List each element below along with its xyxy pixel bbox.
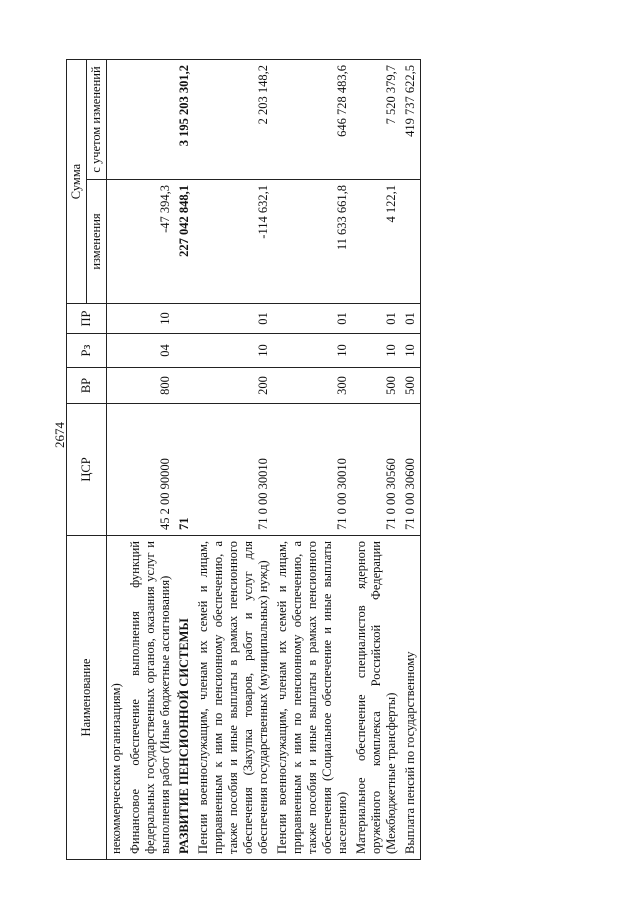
cell-changes: 227 042 848,1 [175,180,194,304]
cell-total: 2 203 148,2 [194,60,273,180]
cell-changes: -47 394,3 [126,180,175,304]
cell-rz: 10 [352,334,401,368]
cell-changes: 4 122,1 [352,180,401,304]
header-pr: ПР [67,304,107,334]
cell-pr [107,304,127,334]
cell-vr [107,368,127,404]
cell-rz: 04 [126,334,175,368]
header-changes: изменения [87,180,107,304]
table-row [194,60,273,860]
table-row [126,60,175,860]
cell-vr: 500 [401,368,421,404]
cell-pr [175,304,194,334]
cell-pr: 10 [126,304,175,334]
cell-csr: 71 0 00 30560 [352,404,401,536]
cell-changes: 11 633 661,8 [273,180,352,304]
cell-rz [107,334,127,368]
table-row [401,60,421,860]
cell-pr: 01 [194,304,273,334]
cell-pr: 01 [273,304,352,334]
rotated-page [66,60,626,860]
cell-csr: 71 [175,404,194,536]
cell-csr: 71 0 00 30010 [273,404,352,536]
cell-total [126,60,175,180]
cell-vr: 500 [352,368,401,404]
cell-pr: 01 [352,304,401,334]
header-csr: ЦСР [67,404,107,536]
cell-changes [401,180,421,304]
cell-total: 419 737 622,5 [401,60,421,180]
cell-total: 646 728 483,6 [273,60,352,180]
table-header [67,60,107,860]
table-row [107,60,127,860]
cell-csr [107,404,127,536]
cell-vr: 800 [126,368,175,404]
cell-vr: 300 [273,368,352,404]
cell-name: некоммерческим организациям) [107,536,127,860]
cell-changes [107,180,127,304]
cell-changes: -114 632,1 [194,180,273,304]
cell-rz: 10 [273,334,352,368]
header-rz: Рз [67,334,107,368]
cell-total: 7 520 379,7 [352,60,401,180]
cell-name: Пенсии военнослужащим, членам их семей и лицам, приравненным к ним по пенсионному обеспечению, а также пособия и иные выплаты в рамках пенсионного обеспечения (Закупка товаров, работ и услуг для обеспечения государственных (муниципальных) нужд) [194,536,273,860]
cell-name: РАЗВИТИЕ ПЕНСИОННОЙ СИСТЕМЫ [175,536,194,860]
cell-csr: 71 0 00 30600 [401,404,421,536]
page-number: 2674 [52,422,67,448]
header-summa: Сумма [67,60,87,304]
header-name: Наименование [67,536,107,860]
cell-vr [175,368,194,404]
cell-rz: 10 [401,334,421,368]
cell-rz [175,334,194,368]
cell-name: Выплата пенсий по государственному [401,536,421,860]
cell-vr: 200 [194,368,273,404]
cell-total: 3 195 203 301,2 [175,60,194,180]
table-body [107,60,421,860]
cell-name: Финансовое обеспечение выполнения функций федеральных государственных органов, оказания услуг и выполнения работ (Иные бюджетные ассигнования) [126,536,175,860]
header-vr: ВР [67,368,107,404]
cell-name: Пенсии военнослужащим, членам их семей и лицам, приравненным к ним по пенсионному обеспечению, а также пособия и иные выплаты в рамках пенсионного обеспечения (Социальное обеспечение и иные выплаты населению) [273,536,352,860]
budget-table [66,59,421,860]
table-row [175,60,194,860]
cell-name: Материальное обеспечение специалистов ядерного оружейного комплекса Российской Федерации (Межбюджетные трансферты) [352,536,401,860]
table-row [352,60,401,860]
cell-rz: 10 [194,334,273,368]
cell-csr: 45 2 00 90000 [126,404,175,536]
table-row [273,60,352,860]
header-with-changes: с учетом изменений [87,60,107,180]
cell-pr: 01 [401,304,421,334]
cell-total [107,60,127,180]
cell-csr: 71 0 00 30010 [194,404,273,536]
